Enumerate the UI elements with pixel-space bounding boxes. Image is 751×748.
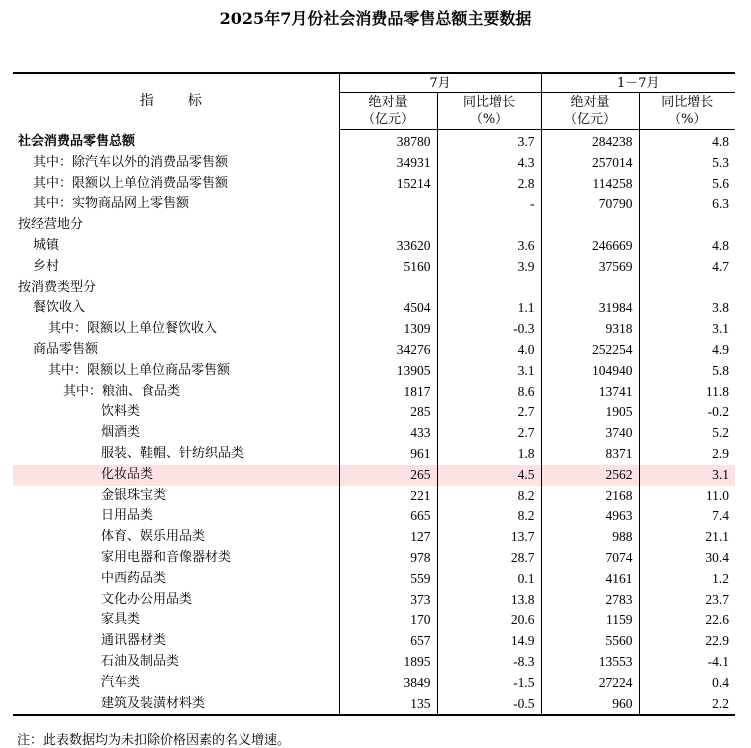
table-row	[13, 340, 735, 361]
row-label: 文化办公用品类	[101, 591, 193, 607]
row-label: 其中：限额以上单位餐饮收入	[48, 321, 218, 337]
ytd-abs-value: 1159	[541, 610, 639, 631]
header-july-yoy	[437, 93, 541, 130]
table-row	[13, 215, 735, 236]
july-yoy-value: 3.9	[437, 257, 541, 278]
row-label: 商品零售额	[33, 341, 99, 357]
table-row	[13, 278, 735, 299]
row-label: 建筑及装潢材料类	[13, 694, 339, 716]
table-row	[13, 652, 735, 673]
ytd-yoy-value: 6.3	[639, 194, 735, 215]
july-yoy-value: 2.7	[437, 423, 541, 444]
ytd-yoy-value: 3.1	[639, 465, 735, 486]
ytd-abs-value	[541, 278, 639, 299]
july-abs-value: 285	[339, 402, 437, 423]
july-yoy-value: 4.3	[437, 153, 541, 174]
july-yoy-value: -0.5	[437, 694, 541, 716]
ytd-abs-value: 246669	[541, 236, 639, 257]
table-row	[13, 174, 735, 195]
header-july-abs	[339, 93, 437, 130]
ytd-yoy-value: 3.1	[639, 319, 735, 340]
july-abs-value: 978	[339, 548, 437, 569]
table-row	[13, 423, 735, 444]
july-yoy-value: 8.2	[437, 486, 541, 507]
ytd-abs-value: 2562	[541, 465, 639, 486]
july-yoy-value: 4.0	[437, 340, 541, 361]
table-row	[13, 465, 735, 486]
table-row	[13, 130, 735, 153]
july-abs-value: 135	[339, 694, 437, 716]
july-yoy-value: 14.9	[437, 631, 541, 652]
ytd-abs-value: 31984	[541, 298, 639, 319]
header-ytd-yoy	[639, 93, 735, 130]
row-label: 按经营地分	[18, 217, 84, 233]
ytd-yoy-value: 5.8	[639, 361, 735, 382]
ytd-yoy-value: 2.9	[639, 444, 735, 465]
table-row	[13, 298, 735, 319]
ytd-abs-value: 1905	[541, 402, 639, 423]
july-abs-value: 1895	[339, 652, 437, 673]
ytd-yoy-value: 11.8	[639, 382, 735, 403]
ytd-yoy-value: 22.6	[639, 610, 735, 631]
ytd-abs-value: 257014	[541, 153, 639, 174]
row-label: 服装、鞋帽、针纺织品类	[101, 445, 245, 461]
table-row	[13, 610, 735, 631]
row-label: 其中：粮油、食品类	[63, 383, 181, 399]
row-label: 其中：限额以上单位商品零售额	[48, 362, 231, 378]
july-yoy-value: 1.1	[437, 298, 541, 319]
table-row	[13, 444, 735, 465]
ytd-abs-value: 27224	[541, 673, 639, 694]
ytd-abs-value: 7074	[541, 548, 639, 569]
july-yoy-value: 8.6	[437, 382, 541, 403]
ytd-abs-value: 5560	[541, 631, 639, 652]
july-yoy-value: 8.2	[437, 506, 541, 527]
july-abs-value: 13905	[339, 361, 437, 382]
table-row	[13, 382, 735, 403]
header-ytd-abs	[541, 93, 639, 130]
table-row	[13, 486, 735, 507]
july-yoy-value: 3.1	[437, 361, 541, 382]
ytd-yoy-value: 2.2	[639, 694, 735, 716]
ytd-yoy-value: 4.9	[639, 340, 735, 361]
ytd-abs-value: 284238	[541, 130, 639, 153]
july-abs-value: 1817	[339, 382, 437, 403]
ytd-yoy-value: 23.7	[639, 590, 735, 611]
abs-unit: （亿元）	[361, 112, 414, 127]
ytd-abs-value: 2783	[541, 590, 639, 611]
ytd-abs-value: 13553	[541, 652, 639, 673]
ytd-yoy-value: 4.7	[639, 257, 735, 278]
july-abs-value: 170	[339, 610, 437, 631]
ytd-abs-value: 13741	[541, 382, 639, 403]
july-yoy-value	[437, 278, 541, 299]
ytd-yoy-value: 7.4	[639, 506, 735, 527]
row-label: 石油及制品类	[101, 653, 180, 669]
page-title: 2025年7月份社会消费品零售总额主要数据	[219, 9, 532, 28]
row-label: 其中：实物商品网上零售额	[33, 196, 190, 212]
july-yoy-value: 28.7	[437, 548, 541, 569]
july-yoy-value: -1.5	[437, 673, 541, 694]
table-row	[13, 194, 735, 215]
yoy-label: 同比增长	[661, 95, 714, 110]
july-abs-value: 657	[339, 631, 437, 652]
abs-label: 绝对量	[570, 95, 610, 110]
row-label: 化妆品类	[13, 465, 339, 486]
ytd-yoy-value: 5.2	[639, 423, 735, 444]
july-abs-value: 221	[339, 486, 437, 507]
ytd-abs-value: 988	[541, 527, 639, 548]
table-row	[13, 153, 735, 174]
july-yoy-value: 3.6	[437, 236, 541, 257]
july-abs-value: 265	[339, 465, 437, 486]
july-yoy-value: -8.3	[437, 652, 541, 673]
july-yoy-value: 20.6	[437, 610, 541, 631]
ytd-yoy-value	[639, 278, 735, 299]
july-abs-value: 5160	[339, 257, 437, 278]
ytd-yoy-value: 11.0	[639, 486, 735, 507]
july-abs-value: 33620	[339, 236, 437, 257]
ytd-abs-value	[541, 215, 639, 236]
july-yoy-value: 0.1	[437, 569, 541, 590]
july-yoy-value: 2.7	[437, 402, 541, 423]
july-yoy-value: -	[437, 194, 541, 215]
ytd-yoy-value	[639, 215, 735, 236]
row-label: 城镇	[33, 237, 60, 253]
row-label: 家用电器和音像器材类	[101, 549, 232, 565]
table-row	[13, 548, 735, 569]
row-label: 金银珠宝类	[101, 487, 167, 503]
table-body	[13, 130, 735, 716]
table-row	[13, 257, 735, 278]
ytd-abs-value: 2168	[541, 486, 639, 507]
yoy-label: 同比增长	[462, 95, 515, 110]
july-abs-value: 34276	[339, 340, 437, 361]
table-row	[13, 527, 735, 548]
header-jan-jul: 1－7月	[541, 73, 735, 93]
ytd-yoy-value: 1.2	[639, 569, 735, 590]
july-yoy-value: 4.5	[437, 465, 541, 486]
row-label: 按消费类型分	[18, 279, 97, 295]
row-label: 日用品类	[101, 508, 154, 524]
ytd-yoy-value: -0.2	[639, 402, 735, 423]
ytd-yoy-value: 30.4	[639, 548, 735, 569]
ytd-yoy-value: 22.9	[639, 631, 735, 652]
row-label: 其中：限额以上单位消费品零售额	[33, 175, 229, 191]
july-abs-value: 34931	[339, 153, 437, 174]
footnote: 注：此表数据均为未扣除价格因素的名义增速。	[17, 733, 291, 748]
ytd-yoy-value: -4.1	[639, 652, 735, 673]
july-yoy-value: 2.8	[437, 174, 541, 195]
july-abs-value: 4504	[339, 298, 437, 319]
row-label: 家具类	[101, 612, 141, 628]
july-abs-value: 433	[339, 423, 437, 444]
row-label: 社会消费品零售总额	[18, 133, 136, 149]
table-row	[13, 506, 735, 527]
row-label: 体育、娱乐用品类	[101, 529, 206, 545]
july-abs-value: 127	[339, 527, 437, 548]
july-abs-value: 1309	[339, 319, 437, 340]
july-abs-value: 3849	[339, 673, 437, 694]
july-abs-value: 665	[339, 506, 437, 527]
indicator-header: 指 标	[13, 73, 339, 130]
ytd-yoy-value: 5.3	[639, 153, 735, 174]
table-row	[13, 694, 735, 716]
ytd-abs-value: 960	[541, 694, 639, 716]
ytd-abs-value: 114258	[541, 174, 639, 195]
july-abs-value	[339, 215, 437, 236]
july-abs-value: 559	[339, 569, 437, 590]
july-abs-value: 15214	[339, 174, 437, 195]
july-yoy-value: -0.3	[437, 319, 541, 340]
row-label: 饮料类	[101, 404, 141, 420]
yoy-unit: （%）	[668, 112, 707, 127]
header-july: 7月	[339, 73, 541, 93]
july-abs-value	[339, 194, 437, 215]
ytd-abs-value: 8371	[541, 444, 639, 465]
july-yoy-value: 3.7	[437, 130, 541, 153]
ytd-abs-value: 4161	[541, 569, 639, 590]
table-row	[13, 236, 735, 257]
retail-sales-table	[13, 72, 735, 716]
july-abs-value: 373	[339, 590, 437, 611]
ytd-yoy-value: 21.1	[639, 527, 735, 548]
table-row	[13, 673, 735, 694]
abs-label: 绝对量	[368, 95, 408, 110]
table-row	[13, 402, 735, 423]
row-label: 乡村	[33, 258, 60, 274]
july-abs-value	[339, 278, 437, 299]
july-yoy-value: 13.7	[437, 527, 541, 548]
table-row	[13, 590, 735, 611]
ytd-abs-value: 37569	[541, 257, 639, 278]
row-label: 其中：除汽车以外的消费品零售额	[33, 154, 229, 170]
july-abs-value: 38780	[339, 130, 437, 153]
ytd-abs-value: 9318	[541, 319, 639, 340]
yoy-unit: （%）	[469, 112, 509, 127]
table-row	[13, 361, 735, 382]
july-yoy-value: 1.8	[437, 444, 541, 465]
abs-unit: （亿元）	[563, 112, 616, 127]
ytd-abs-value: 3740	[541, 423, 639, 444]
ytd-abs-value: 104940	[541, 361, 639, 382]
table-row	[13, 631, 735, 652]
ytd-yoy-value: 4.8	[639, 236, 735, 257]
july-abs-value: 961	[339, 444, 437, 465]
ytd-yoy-value: 4.8	[639, 130, 735, 153]
ytd-yoy-value: 5.6	[639, 174, 735, 195]
row-label: 中西药品类	[101, 570, 167, 586]
ytd-abs-value: 4963	[541, 506, 639, 527]
table-row	[13, 319, 735, 340]
row-label: 通讯器材类	[101, 633, 167, 649]
ytd-yoy-value: 3.8	[639, 298, 735, 319]
july-yoy-value	[437, 215, 541, 236]
july-yoy-value: 13.8	[437, 590, 541, 611]
row-label: 汽车类	[101, 674, 141, 690]
ytd-abs-value: 70790	[541, 194, 639, 215]
row-label: 烟酒类	[101, 425, 141, 441]
ytd-abs-value: 252254	[541, 340, 639, 361]
table-row	[13, 569, 735, 590]
row-label: 餐饮收入	[33, 300, 86, 316]
ytd-yoy-value: 0.4	[639, 673, 735, 694]
